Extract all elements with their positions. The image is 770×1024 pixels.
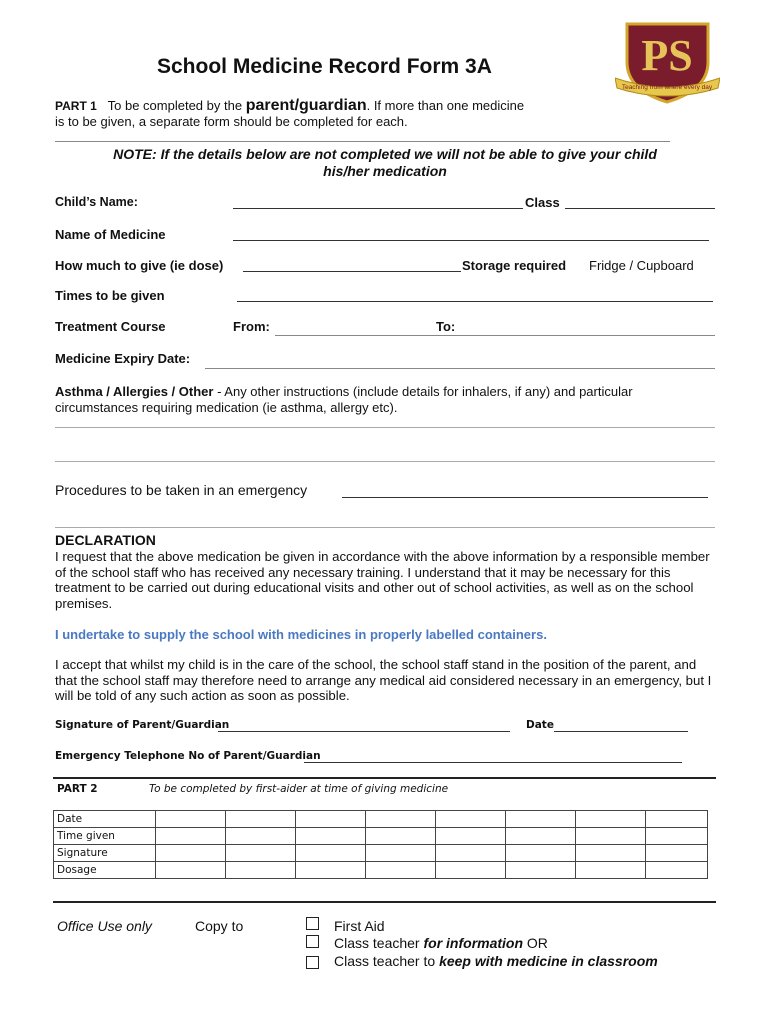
part1-intro-b: . If more than one medicine [366,98,525,113]
asthma-field-1[interactable] [55,427,715,428]
asthma-desc: - Any other instructions (include details for inhalers, if any) and particular [213,384,633,399]
note-line2: his/her medication [323,163,447,179]
emergency-tel-field[interactable] [304,762,682,763]
course-label: Treatment Course [55,319,166,334]
expiry-label: Medicine Expiry Date: [55,351,191,366]
table-cell[interactable] [366,862,436,879]
table-cell[interactable] [296,828,366,845]
table-cell[interactable] [226,862,296,879]
times-field[interactable] [237,301,713,302]
row-header: Date [54,811,156,828]
date-label: Date [526,719,554,731]
table-cell[interactable] [646,845,708,862]
row-header: Dosage [54,862,156,879]
signature-field[interactable] [218,731,510,732]
table-cell[interactable] [506,811,576,828]
table-cell[interactable] [226,828,296,845]
copy-to-label: Copy to [195,918,244,934]
emergency-field[interactable] [342,497,708,498]
opt3-a: Class teacher to [334,953,440,969]
table-cell[interactable] [226,811,296,828]
declaration-heading: DECLARATION [55,532,156,548]
table-cell[interactable] [436,811,506,828]
form-title: School Medicine Record Form 3A [157,55,492,78]
table-cell[interactable] [436,862,506,879]
logo-motto: Teaching from where every day [621,84,713,91]
school-logo [615,22,720,104]
opt2-b: for information [423,935,524,951]
part1-intro [55,97,524,115]
table-cell[interactable] [296,845,366,862]
office-label: Office Use only [57,918,152,934]
declaration-para1: I request that the above medication be given in accordance with the above information by a responsible member of the school staff who has received any necessary training. I understand that it may be necessary for this treatment to be carried out during educational visits and other out of school activities, as well as on the school premises. [55,549,710,611]
asthma-field-2[interactable] [55,461,715,462]
from-label: From: [233,319,270,334]
table-cell[interactable] [576,845,646,862]
course-field[interactable] [275,335,715,336]
opt3-b: keep with medicine in classroom [439,953,658,969]
row-header: Time given [54,828,156,845]
child-name-field[interactable] [233,208,523,209]
table-cell[interactable] [576,828,646,845]
times-label: Times to be given [55,288,165,303]
table-cell[interactable] [576,862,646,879]
table-cell[interactable] [366,845,436,862]
opt2-a: Class teacher [334,935,424,951]
part2-divider [53,777,716,779]
table-row [54,862,708,879]
table-cell[interactable] [436,845,506,862]
table-cell[interactable] [436,828,506,845]
part2-desc: To be completed by first-aider at time of giving medicine [149,783,449,795]
class-teacher-info-checkbox[interactable] [306,935,319,948]
first-aid-label: First Aid [334,918,385,934]
table-row [54,811,708,828]
part2-label: PART 2 [57,783,98,795]
medicine-name-field[interactable] [233,240,709,241]
date-field[interactable] [554,731,688,732]
table-cell[interactable] [506,862,576,879]
emergency-label: Procedures to be taken in an emergency [55,482,308,498]
asthma-line2: circumstances requiring medication (ie asthma, allergy etc). [55,400,398,415]
note-line1: NOTE: If the details below are not completed we will not be able to give your child [113,146,657,162]
part1-label: PART 1 [55,99,97,113]
medicine-name-label: Name of Medicine [55,227,166,242]
class-teacher-keep-checkbox[interactable] [306,956,319,969]
declaration-para2: I accept that whilst my child is in the care of the school, the school staff stand in the position of the parent, and that the school staff may therefore need to arrange any medical aid considered necessary in an emergency, but I will be told of any such action as soon as possible. [55,657,712,703]
dose-label: How much to give (ie dose) [55,258,224,273]
class-field[interactable] [565,208,715,209]
table-cell[interactable] [576,811,646,828]
storage-label: Storage required [462,258,567,273]
medicine-log-table [53,810,708,879]
part1-intro-line2: is to be given, a separate form should be completed for each. [55,114,408,129]
child-name-label: Child’s Name: [55,195,138,209]
table-cell[interactable] [156,828,226,845]
table-cell[interactable] [296,862,366,879]
table-row [54,845,708,862]
row-header: Signature [54,845,156,862]
table-cell[interactable] [296,811,366,828]
emergency-tel-label: Emergency Telephone No of Parent/Guardian [55,750,321,762]
storage-options[interactable]: Fridge / Cupboard [589,258,694,273]
table-cell[interactable] [156,862,226,879]
first-aid-checkbox[interactable] [306,917,319,930]
asthma-label: Asthma / Allergies / Other [55,384,214,399]
office-divider [53,901,716,903]
opt2-c: OR [523,935,548,951]
table-cell[interactable] [156,811,226,828]
asthma-line [55,384,633,399]
table-cell[interactable] [646,828,708,845]
part1-intro-emph: parent/guardian [245,97,367,114]
table-cell[interactable] [156,845,226,862]
part1-intro-a: To be completed by the [107,98,243,113]
table-cell[interactable] [506,828,576,845]
table-cell[interactable] [646,811,708,828]
table-cell[interactable] [506,845,576,862]
class-label: Class [525,195,560,210]
divider [55,141,670,142]
dose-field[interactable] [243,271,461,272]
table-cell[interactable] [646,862,708,879]
to-label: To: [436,319,456,334]
undertake-text: I undertake to supply the school with medicines in properly labelled containers. [55,627,547,642]
emergency-field-2[interactable] [55,527,715,528]
expiry-field[interactable] [205,368,715,369]
table-cell[interactable] [226,845,296,862]
table-cell[interactable] [366,811,436,828]
class-teacher-keep-label [334,953,658,969]
class-teacher-info-label [334,935,548,951]
signature-label: Signature of Parent/Guardian [55,719,230,731]
table-cell[interactable] [366,828,436,845]
table-row [54,828,708,845]
logo-letters: PS [641,31,693,80]
